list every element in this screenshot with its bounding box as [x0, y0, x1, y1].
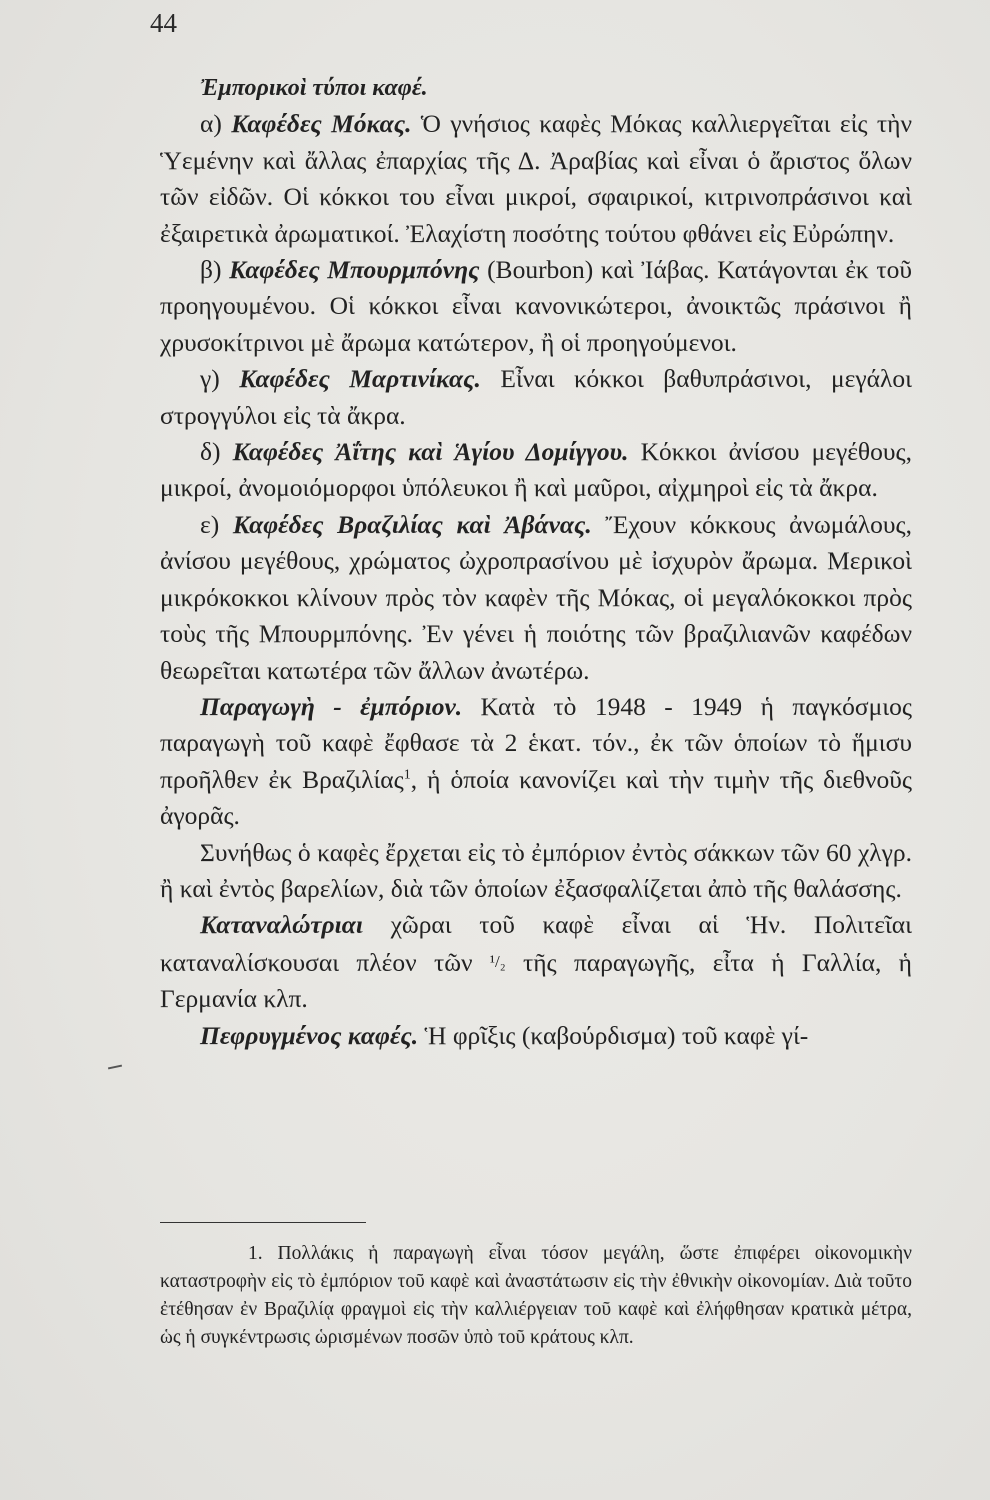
paragraph-text: Εἶναι κόκκοι βαθυπράσινοι, μεγάλοι στρογγύλοι εἰς τὰ ἄκρα.: [160, 364, 912, 430]
paragraph-production: [160, 689, 912, 835]
paragraph-haiti: [160, 434, 912, 507]
paragraph-text: , ἡ ὁποία κανονίζει καὶ τὴν τιμὴν τῆς διεθνοῦς ἀγορᾶς.: [160, 764, 912, 831]
list-label: β): [200, 255, 230, 285]
footnote-reference[interactable]: 1: [403, 767, 411, 783]
paragraph-bourbon: [160, 252, 912, 361]
paragraph-text: Ἡ φρῖξις (καβούρδισμα) τοῦ καφὲ γί-: [418, 1020, 809, 1050]
list-label: α): [200, 109, 232, 139]
main-text: [160, 70, 912, 1054]
list-label: ε): [200, 509, 233, 539]
term-mokha: Καφέδες Μόκας.: [231, 109, 412, 139]
paragraph-martinique: [160, 361, 912, 434]
paragraph-text: (Bourbon) καὶ Ἰάβας. Κατάγονται ἐκ τοῦ προηγουμένου. Οἱ κόκκοι εἶναι κανονικώτεροι, ἀνοικτῶς πράσινοι ἢ χρυσοκίτρινοι μὲ ἄρωμα κατώτερον, ἢ οἱ προηγούμενοι.: [160, 255, 913, 357]
term-haiti: Καφέδες Ἀΐτης καὶ Ἁγίου Δομίγγου.: [232, 437, 629, 467]
footnote-text: 1. Πολλάκις ἡ παραγωγὴ εἶναι τόσον μεγάλη, ὥστε ἐπιφέρει οἰκονομικὴν καταστροφὴν εἰς τὸ ἐμπόριον τοῦ καφὲ καὶ ἀναστάτωσιν εἰς τὴν ἐθνικὴν οἰκονομίαν. Διὰ τοῦτο ἐτέθησαν ἐν Βραζιλίᾳ φραγμοὶ εἰς τὴν καλλιέργειαν τοῦ καφὲ καὶ ἐλήφθησαν κρατικὰ μέτρα, ὡς ἡ συγκέντρωσις ὡρισμένων ποσῶν ὑπὸ τοῦ κράτους κλπ.: [160, 1243, 912, 1348]
margin-pencil-mark: [108, 1065, 122, 1070]
paragraph-consumers: [160, 907, 912, 1017]
section-heading: Ἐμπορικοὶ τύποι καφέ.: [200, 75, 428, 101]
page-number: 44: [150, 8, 177, 38]
paragraph-text: Κόκκοι ἀνίσου μεγέθους, μικροί, ἀνομοιόμορφοι ὑπόλευκοι ἢ καὶ μαῦροι, αἰχμηροὶ εἰς τὰ ἄκρα.: [160, 437, 912, 503]
list-label: γ): [200, 364, 240, 394]
paragraph-text: Κατὰ τὸ 1948 - 1949 ἡ παγκόσμιος παραγωγὴ τοῦ καφὲ ἔφθασε τὰ 2 ἑκατ. τόν., ἐκ τῶν ὁποίων τὸ ἥμισυ προῆλθεν ἐκ Βραζιλίας: [160, 691, 912, 794]
paragraph-text: τῆς παραγωγῆς, εἶτα ἡ Γαλλία, ἡ Γερμανία κλπ.: [160, 947, 913, 1014]
term-roasted: Πεφρυγμένος καφές.: [200, 1020, 419, 1050]
term-martinique: Καφέδες Μαρτινίκας.: [239, 364, 481, 394]
paragraph-trade: Συνήθως ὁ καφὲς ἔρχεται εἰς τὸ ἐμπόριον ἐντὸς σάκκων τῶν 60 χλγρ. ἢ καὶ ἐντὸς βαρελίων, διὰ τῶν ὁποίων ἐξασφαλίζεται ἀπὸ τῆς θαλάσσης.: [160, 837, 912, 903]
footnote-divider: [160, 1222, 366, 1223]
paragraph-text: χῶραι τοῦ καφὲ εἶναι αἱ Ἡν. Πολιτεῖαι καταναλίσκουσαι πλέον τῶν: [160, 910, 912, 977]
term-bourbon: Καφέδες Μπουρμπόνης: [229, 255, 480, 285]
paragraph-text: Ἔχουν κόκκους ἀνωμάλους, ἀνίσου μεγέθους, χρώματος ὠχροπρασίνου μὲ ἰσχυρὸν ἄρωμα. Μερικοὶ μικρόκοκκοι κλίνουν πρὸς τὸν καφὲν τῆς Μόκας, οἱ μεγαλόκοκκοι πρὸς τοὺς τῆς Μπουρμπόνης. Ἐν γένει ἡ ποιότης τῶν βραζιλιανῶν καφέδων θεωρεῖται κατωτέρα τῶν ἄλλων ἀνωτέρω.: [160, 509, 912, 685]
footnote: [160, 1240, 912, 1352]
term-brazil: Καφέδες Βραζιλίας καὶ Ἀβάνας.: [232, 509, 592, 539]
fraction-half: ¹/₂: [489, 951, 506, 971]
paragraph-text: Ὁ γνήσιος καφὲς Μόκας καλλιεργεῖται εἰς τὴν Ὑεμένην καὶ ἄλλας ἐπαρχίας τῆς Δ. Ἀραβίας καὶ εἶναι ὁ ἄριστος ὅλων τῶν εἰδῶν. Οἱ κόκκοι του εἶναι μικροί, σφαιρικοί, κιτρινοπράσινοι καὶ ἐξαιρετικὰ ἀρωματικοί. Ἐλαχίστη ποσότης τούτου φθάνει εἰς Εὐρώπην.: [160, 109, 912, 248]
paragraph-roasted: [160, 1018, 912, 1054]
paragraph-mokha: [160, 106, 912, 252]
paragraph-brazil: [160, 507, 912, 689]
term-production: Παραγωγὴ - ἐμπόριον.: [200, 691, 463, 721]
term-consumers: Καταναλώτριαι: [200, 910, 363, 940]
list-label: δ): [200, 437, 233, 467]
